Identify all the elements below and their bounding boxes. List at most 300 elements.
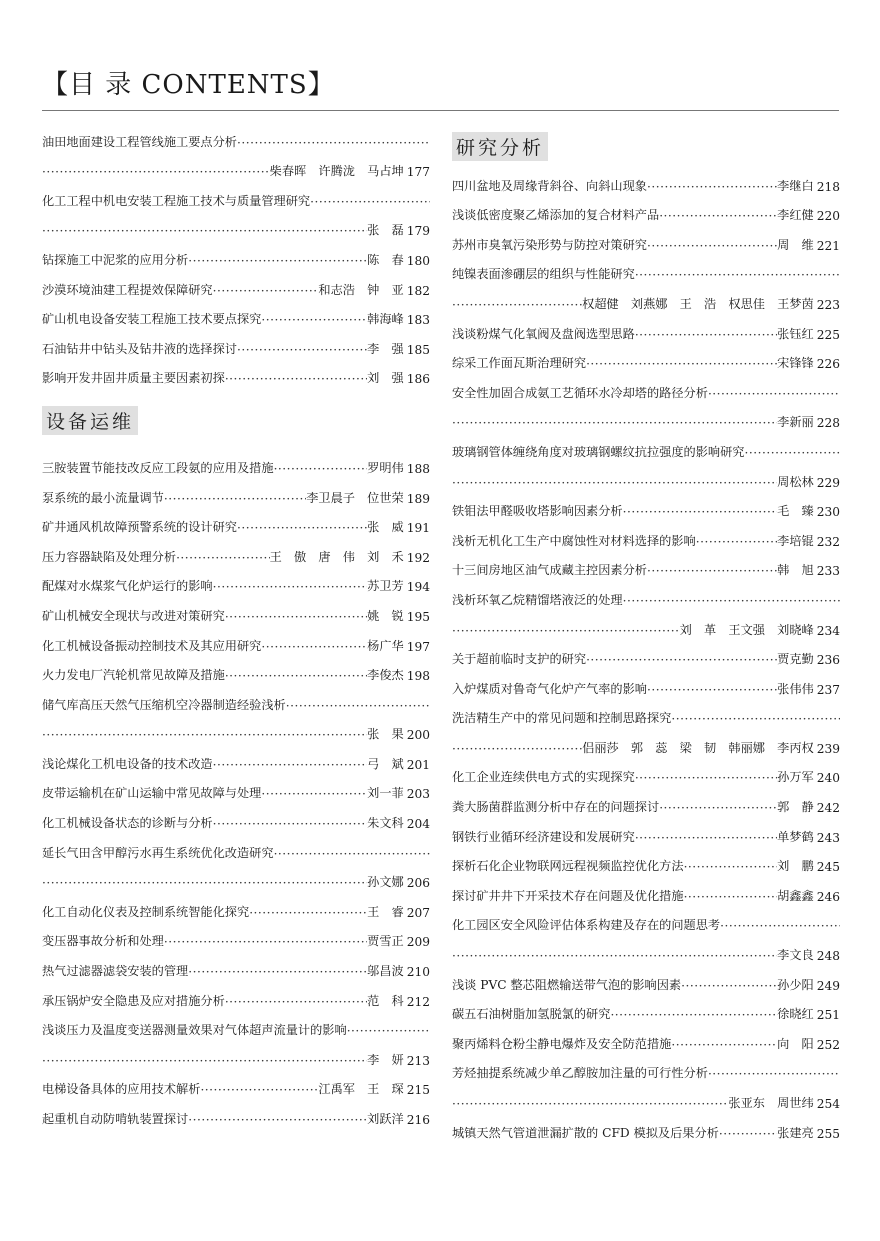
toc-entry-line — [452, 257, 840, 287]
entry-authors: 孙文娜 — [367, 875, 404, 890]
toc-entry[interactable] — [42, 361, 430, 391]
toc-entry[interactable] — [42, 480, 430, 510]
toc-entry[interactable] — [42, 242, 430, 272]
entry-title: 碳五石油树脂加氢脱氯的研究 — [452, 1007, 611, 1022]
entry-title: 探讨矿井井下开采技术存在问题及优化措施 — [452, 888, 684, 903]
toc-entry-line — [42, 154, 430, 184]
entry-page-number: 215 — [406, 1083, 430, 1098]
dot-leader — [164, 492, 306, 510]
toc-entry[interactable] — [452, 849, 840, 879]
toc-entry-line — [452, 553, 840, 583]
toc-entry-line — [42, 183, 430, 213]
toc-entry-line — [452, 1115, 840, 1145]
entry-title: 关于超前临时支护的研究 — [452, 652, 587, 667]
entry-authors: 韩 旭 — [777, 563, 814, 578]
entry-page-number: 206 — [406, 876, 430, 891]
toc-entry[interactable] — [452, 553, 840, 583]
toc-entry-line — [452, 494, 840, 524]
entry-title: 钢铁行业循环经济建设和发展研究 — [452, 829, 635, 844]
toc-entry[interactable] — [452, 257, 840, 316]
entry-title: 安全性加固合成氨工艺循环水冷却塔的路径分析 — [452, 385, 708, 400]
entry-authors: 张 威 — [367, 520, 404, 535]
entry-title: 洗洁精生产中的常见问题和控制思路探究 — [452, 711, 672, 726]
toc-entry[interactable] — [452, 523, 840, 553]
entry-page-number: 248 — [816, 949, 840, 964]
entry-title: 变压器事故分析和处理 — [42, 934, 164, 949]
entry-authors: 罗明伟 — [367, 460, 404, 475]
entry-page-number: 177 — [406, 165, 430, 180]
section-title: 设备运维 — [42, 406, 138, 435]
entry-page-number: 237 — [816, 682, 840, 697]
dot-leader — [635, 771, 777, 789]
dot-leader — [213, 284, 319, 302]
toc-entry[interactable] — [42, 1101, 430, 1131]
dot-leader — [42, 1054, 367, 1072]
dot-leader — [42, 728, 367, 746]
entry-authors: 张建亮 — [777, 1125, 814, 1140]
entry-page-number: 228 — [816, 416, 840, 431]
dot-leader — [188, 254, 367, 272]
dot-leader — [176, 551, 270, 569]
entry-title: 铁钼法甲醛吸收塔影响因素分析 — [452, 504, 623, 519]
entry-authors: 李文良 — [777, 948, 814, 963]
toc-entry-line — [42, 331, 430, 361]
dot-leader — [42, 876, 367, 894]
toc-entry[interactable] — [452, 1056, 840, 1115]
toc-entry-line — [452, 849, 840, 879]
entry-page-number: 242 — [816, 801, 840, 816]
dot-leader — [237, 521, 367, 539]
dot-leader — [647, 180, 777, 198]
dot-leader — [237, 343, 367, 361]
dot-leader — [225, 372, 367, 390]
dot-leader — [623, 505, 778, 523]
toc-entry[interactable] — [42, 450, 430, 480]
entry-authors: 单梦鹤 — [777, 829, 814, 844]
entry-authors: 毛 臻 — [777, 504, 814, 519]
entry-authors: 刘跃洋 — [367, 1112, 404, 1126]
toc-entry-line — [42, 983, 430, 1013]
entry-authors: 韩海峰 — [367, 312, 404, 327]
toc-entry-line — [42, 242, 430, 272]
entry-title: 苏州市臭氧污染形势与防控对策研究 — [452, 237, 647, 252]
dot-leader — [261, 787, 367, 805]
dot-leader — [261, 313, 367, 331]
entry-authors: 李 强 — [367, 341, 404, 356]
dot-leader — [452, 476, 777, 494]
toc-entry-line — [42, 746, 430, 776]
entry-title: 沙漠环境油建工程提效保障研究 — [42, 282, 213, 297]
entry-page-number: 232 — [816, 534, 840, 549]
toc-entry-line — [452, 937, 840, 967]
entry-authors: 柴春晖 许腾泷 马占坤 — [269, 164, 404, 179]
entry-page-number: 223 — [816, 297, 840, 312]
dot-leader — [659, 209, 777, 227]
entry-page-number: 243 — [816, 830, 840, 845]
dot-leader — [647, 683, 777, 701]
entry-authors: 李红健 — [777, 208, 814, 223]
dot-leader — [452, 624, 680, 642]
entry-authors: 姚 锐 — [367, 608, 404, 623]
toc-entry[interactable] — [452, 346, 840, 376]
toc-entry-line — [42, 598, 430, 628]
entry-page-number: 246 — [816, 889, 840, 904]
toc-entry[interactable] — [452, 671, 840, 701]
entry-authors: 王 傲 唐 伟 刘 禾 — [269, 549, 404, 564]
toc-entry[interactable] — [452, 227, 840, 257]
toc-entry[interactable] — [452, 878, 840, 908]
entry-page-number: 204 — [406, 817, 430, 832]
entry-title: 三胺装置节能技改反应工段氨的应用及措施 — [42, 460, 274, 475]
toc-entry[interactable] — [42, 687, 430, 746]
toc-entry-line — [42, 953, 430, 983]
entry-page-number: 189 — [406, 491, 430, 506]
toc-entry-line — [42, 658, 430, 688]
toc-entry-line — [42, 450, 430, 480]
dot-leader — [452, 742, 582, 760]
toc-entry[interactable] — [42, 953, 430, 983]
entry-title: 皮带运输机在矿山运输中常见故障与处理 — [42, 786, 262, 801]
toc-entry[interactable] — [42, 510, 430, 540]
entry-authors: 李培锟 — [777, 533, 814, 548]
entry-page-number: 254 — [816, 1097, 840, 1111]
entry-title: 延长气田含甲醇污水再生系统优化改造研究 — [42, 845, 274, 860]
entry-authors: 江禹军 王 琛 — [318, 1082, 404, 1097]
entry-title: 化工工程中机电安装工程施工技术与质量管理研究 — [42, 193, 311, 208]
entry-title: 热气过滤器滤袋安装的管理 — [42, 964, 189, 979]
dot-leader — [452, 949, 777, 967]
entry-authors: 刘 强 — [367, 371, 404, 386]
toc-entry-line — [42, 1042, 430, 1072]
toc-entry[interactable] — [42, 746, 430, 776]
entry-page-number: 183 — [406, 313, 430, 328]
entry-authors: 张钰红 — [777, 326, 814, 341]
toc-entry-line — [42, 776, 430, 806]
toc-entry[interactable] — [452, 819, 840, 849]
entry-title: 浅析无机化工生产中腐蚀性对材料选择的影响 — [452, 533, 696, 548]
toc-entry-line — [452, 760, 840, 790]
toc-entry-line — [452, 1026, 840, 1056]
entry-page-number: 191 — [406, 521, 430, 536]
entry-authors: 苏卫芳 — [367, 579, 404, 594]
toc-entry[interactable] — [42, 835, 430, 894]
entry-title: 化工企业连续供电方式的实现探究 — [452, 770, 635, 785]
toc-entry-line — [452, 227, 840, 257]
toc-entry-line — [42, 480, 430, 510]
toc-entry[interactable] — [452, 789, 840, 819]
entry-page-number: 234 — [816, 623, 840, 638]
dot-leader — [671, 712, 840, 730]
entry-title: 起重机自动防啃轨装置探讨 — [42, 1112, 189, 1126]
entry-authors: 郭 静 — [777, 800, 814, 815]
toc-entry-line — [452, 908, 840, 938]
dot-leader — [719, 1127, 777, 1145]
toc-entry[interactable] — [42, 569, 430, 599]
toc-entry[interactable] — [452, 494, 840, 524]
entry-page-number: 236 — [816, 653, 840, 668]
toc-entry[interactable] — [452, 760, 840, 790]
dot-leader — [586, 357, 777, 375]
header-divider — [42, 110, 839, 111]
dot-leader — [42, 165, 270, 183]
entry-page-number: 179 — [406, 224, 430, 239]
entry-authors: 弓 斌 — [367, 756, 404, 771]
entry-page-number: 192 — [406, 550, 430, 565]
entry-authors: 王 睿 — [367, 904, 404, 919]
toc-entry[interactable] — [42, 805, 430, 835]
dot-leader — [452, 416, 777, 434]
dot-leader — [188, 965, 367, 983]
dot-leader — [635, 831, 777, 849]
toc-entry-line — [42, 569, 430, 599]
toc-entry-line — [452, 701, 840, 731]
entry-page-number: 249 — [816, 978, 840, 993]
entry-authors: 李卫晨子 位世荣 — [306, 490, 404, 505]
dot-leader — [635, 328, 777, 346]
dot-leader — [623, 594, 840, 612]
toc-entry-line — [42, 835, 430, 865]
toc-entry-line — [42, 805, 430, 835]
entry-authors: 李继白 — [777, 178, 814, 193]
entry-title: 钻探施工中泥浆的应用分析 — [42, 252, 189, 267]
dot-leader — [237, 136, 430, 154]
entry-title: 浅谈低密度聚乙烯添加的复合材料产品 — [452, 208, 660, 223]
toc-entry[interactable] — [42, 183, 430, 242]
dot-leader — [708, 1067, 840, 1085]
toc-entry[interactable] — [42, 272, 430, 302]
entry-authors: 和志浩 钟 亚 — [318, 282, 404, 297]
toc-entry-line — [42, 894, 430, 924]
toc-entry[interactable] — [42, 658, 430, 688]
entry-title: 电梯设备具体的应用技术解析 — [42, 1082, 201, 1097]
toc-entry[interactable] — [42, 924, 430, 954]
entry-page-number: 218 — [816, 179, 840, 194]
dot-leader — [586, 653, 777, 671]
entry-authors: 孙少阳 — [777, 977, 814, 992]
entry-authors: 张亚东 周世纬 — [728, 1096, 814, 1110]
toc-entry[interactable] — [452, 701, 840, 760]
entry-authors: 刘一菲 — [367, 786, 404, 801]
toc-entry-line — [42, 361, 430, 391]
toc-entry[interactable] — [452, 582, 840, 641]
toc-entry[interactable] — [452, 908, 840, 967]
dot-leader — [745, 446, 841, 464]
toc-entry-line — [42, 924, 430, 954]
entry-authors: 杨广华 — [367, 638, 404, 653]
entry-authors: 李新丽 — [777, 415, 814, 430]
dot-leader — [696, 535, 777, 553]
entry-authors: 向 阳 — [777, 1036, 814, 1051]
toc-entry[interactable] — [42, 302, 430, 332]
toc-entry-line — [42, 510, 430, 540]
entry-title: 浅谈粉煤气化氧阀及盘阀选型思路 — [452, 326, 635, 341]
entry-title: 配煤对水煤浆气化炉运行的影响 — [42, 579, 213, 594]
entry-authors: 徐晓红 — [777, 1007, 814, 1022]
toc-entry[interactable] — [42, 331, 430, 361]
entry-page-number: 182 — [406, 283, 430, 298]
toc-entry-line — [452, 464, 840, 494]
toc-entry[interactable] — [42, 983, 430, 1013]
entry-title: 化工自动化仪表及控制系统智能化探究 — [42, 904, 250, 919]
dot-leader — [708, 387, 840, 405]
toc-entry-line — [42, 687, 430, 717]
toc-entry[interactable] — [42, 1013, 430, 1072]
toc-entry-line — [452, 375, 840, 405]
toc-entry[interactable] — [452, 1115, 840, 1145]
entry-authors: 刘 革 王文强 刘晓峰 — [679, 622, 814, 637]
entry-authors: 张 磊 — [367, 223, 404, 238]
entry-title: 浅谈 PVC 整芯阻燃输送带气泡的影响因素 — [452, 977, 682, 992]
toc-entry-line — [452, 168, 840, 198]
toc-entry[interactable] — [452, 1026, 840, 1056]
dot-leader — [647, 564, 777, 582]
entry-page-number: 209 — [406, 935, 430, 950]
entry-page-number: 185 — [406, 342, 430, 357]
toc-entry-line — [452, 789, 840, 819]
dot-leader — [225, 610, 367, 628]
entry-authors: 张 果 — [367, 727, 404, 742]
entry-page-number: 221 — [816, 238, 840, 253]
entry-authors: 周 维 — [777, 237, 814, 252]
left-column — [42, 124, 430, 1131]
entry-page-number: 229 — [816, 475, 840, 490]
toc-entry[interactable] — [42, 124, 430, 183]
entry-page-number: 198 — [406, 669, 430, 684]
entry-title: 影响开发井固井质量主要因素初探 — [42, 371, 225, 386]
toc-entry-line — [452, 612, 840, 642]
entry-page-number: 180 — [406, 253, 430, 268]
toc-entry[interactable] — [452, 434, 840, 493]
entry-page-number: 240 — [816, 771, 840, 786]
entry-page-number: 203 — [406, 787, 430, 802]
entry-title: 浅论煤化工机电设备的技术改造 — [42, 756, 213, 771]
toc-entry-line — [42, 1101, 430, 1131]
toc-entry-line — [452, 878, 840, 908]
entry-page-number: 245 — [816, 860, 840, 875]
dot-leader — [213, 580, 368, 598]
entry-title: 火力发电厂汽轮机常见故障及措施 — [42, 668, 225, 683]
toc-entry-line — [452, 198, 840, 228]
left-entry-list-2 — [42, 450, 430, 1131]
left-entry-list — [42, 124, 430, 390]
entry-authors: 周松林 — [777, 474, 814, 489]
entry-page-number: 251 — [816, 1008, 840, 1023]
entry-page-number: 197 — [406, 639, 430, 654]
entry-title: 化工园区安全风险评估体系构建及存在的问题思考 — [452, 918, 721, 933]
dot-leader — [635, 268, 840, 286]
toc-entry-line — [452, 405, 840, 435]
entry-authors: 范 科 — [367, 993, 404, 1008]
toc-entry[interactable] — [42, 894, 430, 924]
entry-title: 泵系统的最小流量调节 — [42, 490, 164, 505]
entry-title: 化工机械设备状态的诊断与分析 — [42, 816, 213, 831]
entry-page-number: 212 — [406, 994, 430, 1009]
entry-title: 浅谈压力及温度变送器测量效果对气体超声流量计的影响 — [42, 1023, 347, 1038]
entry-authors: 贾克勤 — [777, 652, 814, 667]
toc-entry-line — [452, 523, 840, 553]
dot-leader — [200, 1083, 318, 1101]
dot-leader — [720, 919, 840, 937]
toc-entry-line — [42, 1013, 430, 1043]
entry-page-number: 226 — [816, 357, 840, 372]
entry-title: 城镇天然气管道泄漏扩散的 CFD 模拟及后果分析 — [452, 1125, 719, 1140]
toc-entry-line — [42, 302, 430, 332]
toc-entry[interactable] — [452, 168, 840, 198]
entry-authors: 权超健 刘燕娜 王 浩 权思佳 王梦茵 — [582, 296, 814, 311]
entry-page-number: 210 — [406, 965, 430, 980]
entry-title: 十三间房地区油气成藏主控因素分析 — [452, 563, 647, 578]
entry-title: 化工机械设备振动控制技术及其应用研究 — [42, 638, 262, 653]
entry-title: 承压锅炉安全隐患及应对措施分析 — [42, 993, 225, 1008]
dot-leader — [310, 195, 430, 213]
dot-leader — [225, 669, 367, 687]
entry-authors: 李 妍 — [367, 1052, 404, 1067]
entry-authors: 朱文科 — [367, 816, 404, 831]
entry-title: 玻璃钢管体缠绕角度对玻璃钢螺纹抗拉强度的影响研究 — [452, 444, 745, 459]
toc-entry[interactable] — [452, 997, 840, 1027]
toc-entry-line — [452, 642, 840, 672]
entry-page-number: 233 — [816, 564, 840, 579]
toc-entry[interactable] — [42, 598, 430, 628]
dot-leader — [188, 1113, 367, 1131]
toc-entry[interactable] — [42, 628, 430, 658]
entry-authors: 陈 春 — [367, 252, 404, 267]
entry-page-number: 188 — [406, 461, 430, 476]
toc-entry-line — [452, 316, 840, 346]
toc-entry-line — [452, 997, 840, 1027]
dot-leader — [225, 995, 367, 1013]
toc-entry-line — [42, 124, 430, 154]
toc-entry-line — [452, 1085, 840, 1115]
section-title: 研究分析 — [452, 132, 548, 161]
section-header — [452, 124, 840, 168]
toc-entry-line — [452, 346, 840, 376]
right-column — [452, 124, 840, 1145]
entry-title: 矿井通风机故障预警系统的设计研究 — [42, 520, 237, 535]
dot-leader — [452, 298, 582, 316]
dot-leader — [213, 758, 368, 776]
entry-title: 浅析环氧乙烷精馏塔液泛的处理 — [452, 592, 623, 607]
dot-leader — [671, 1038, 777, 1056]
toc-entry[interactable] — [452, 967, 840, 997]
toc-entry[interactable] — [452, 375, 840, 434]
entry-title: 入炉煤质对鲁奇气化炉产气率的影响 — [452, 681, 647, 696]
toc-entry-line — [42, 1072, 430, 1102]
toc-entry-line — [452, 286, 840, 316]
dot-leader — [286, 699, 430, 717]
entry-title: 储气库高压天然气压缩机空冷器制造经验浅析 — [42, 697, 286, 712]
toc-entry[interactable] — [452, 316, 840, 346]
dot-leader — [610, 1008, 777, 1026]
entry-authors: 刘 鹏 — [777, 859, 814, 874]
toc-entry[interactable] — [42, 1072, 430, 1102]
toc-entry[interactable] — [452, 642, 840, 672]
entry-title: 纯镍表面渗硼层的组织与性能研究 — [452, 267, 635, 282]
dot-leader — [274, 847, 430, 865]
toc-entry[interactable] — [452, 198, 840, 228]
dot-leader — [249, 906, 367, 924]
entry-authors: 李俊杰 — [367, 668, 404, 683]
toc-entry-line — [452, 434, 840, 464]
entry-page-number: 252 — [816, 1037, 840, 1052]
entry-page-number: 220 — [816, 209, 840, 224]
toc-entry-line — [452, 967, 840, 997]
toc-entry[interactable] — [42, 776, 430, 806]
dot-leader — [213, 817, 368, 835]
dot-leader — [347, 1024, 430, 1042]
toc-entry[interactable] — [42, 539, 430, 569]
entry-authors: 侣丽莎 郭 蕊 梁 韧 韩丽娜 李丙权 — [582, 740, 814, 755]
